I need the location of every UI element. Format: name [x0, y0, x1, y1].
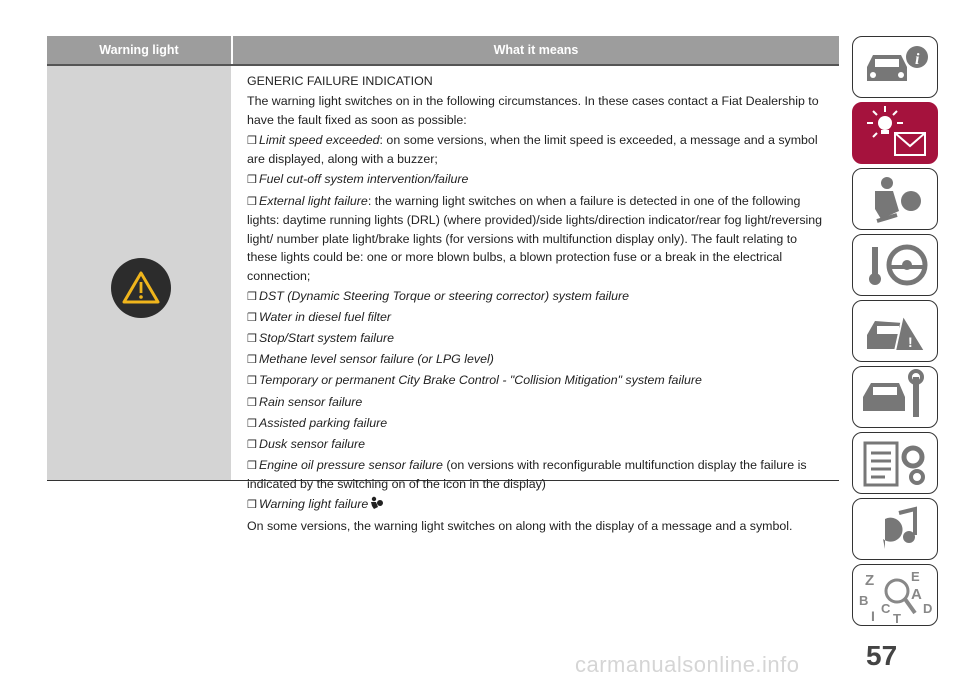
multimedia-music-icon [853, 499, 938, 560]
svg-text:A: A [911, 586, 922, 603]
alphabetical-index-icon [853, 565, 938, 626]
list-item: ❒ Dusk sensor failure [247, 436, 366, 451]
list-item: ❒ Fuel cut-off system intervention/failure [247, 172, 469, 187]
tab-technical-specs[interactable] [852, 432, 938, 494]
failure-title: GENERIC FAILURE INDICATION [247, 74, 433, 88]
header-what-it-means: What it means [231, 36, 839, 64]
page-number: 57 [866, 640, 898, 671]
header-warning-light: Warning light [99, 43, 179, 57]
list-item: ❒ Assisted parking failure [247, 415, 388, 430]
warning-lights-message-icon [853, 103, 938, 164]
crash-emergency-icon [853, 301, 938, 362]
tab-starting-driving[interactable] [852, 234, 938, 296]
list-item: ❒ Limit speed exceeded: on some versions, when the limit speed is exceeded, a message and a symbol are displayed, along with a buzzer; [247, 132, 818, 167]
tab-safety[interactable] [852, 168, 938, 230]
watermark: carmanualsonline.info [575, 652, 800, 677]
closing-text: On some versions, the warning light switches on along with the display of a message and a symbol. [247, 518, 793, 533]
table-header [47, 36, 839, 64]
list-item: ❒ External light failure: the warning light switches on when a failure is detected in one of the following lights: daytime running lights (DRL) (where provided)/side lights/direction indicator/rear fog light/reversing light/ number plate light/brake lights (for versions with multifunction display only). The fault relating to these lights could be: one or more blown bulbs, a blown protection fuse or a break in the electrical connection; [247, 193, 823, 283]
intro-text: The warning light switches on in the following circumstances. In these cases contact a Fiat Dealership to have the fault fixed as soon as possible: [247, 94, 819, 127]
svg-text:I: I [871, 608, 875, 624]
list-item: ❒ Rain sensor failure [247, 394, 363, 409]
svg-text:!: ! [908, 334, 913, 350]
svg-text:Z: Z [865, 572, 875, 589]
tab-emergency[interactable] [852, 300, 938, 362]
svg-text:E: E [911, 569, 920, 584]
tab-index[interactable] [852, 564, 938, 626]
warning-light-cell [47, 66, 231, 480]
svg-text:B: B [859, 593, 869, 608]
car-info-icon [853, 37, 938, 98]
list-item: ❒ Stop/Start system failure [247, 331, 394, 346]
list-item: ❒ Engine oil pressure sensor failure (on versions with reconfigurable multifunction display the failure is indicated by the switching on of the icon in the display) [247, 457, 807, 492]
tab-multimedia[interactable] [852, 498, 938, 560]
seat-airbag-icon [853, 169, 938, 230]
meaning-cell [231, 66, 839, 533]
airbag-person-icon [368, 497, 384, 511]
list-item: ❒ Warning light failure [247, 495, 829, 515]
tab-warning-lights[interactable] [852, 102, 938, 164]
car-maintenance-wrench-icon [853, 367, 938, 428]
tab-maintenance[interactable] [852, 366, 938, 428]
list-item: ❒ Methane level sensor failure (or LPG level) [247, 352, 494, 367]
warning-triangle-icon [111, 258, 171, 318]
svg-text:D: D [923, 601, 933, 616]
key-steering-wheel-icon [853, 235, 938, 296]
svg-text:T: T [893, 611, 901, 626]
list-item: ❒ Water in diesel fuel filter [247, 310, 391, 325]
table-row [47, 66, 839, 533]
svg-text:C: C [881, 601, 891, 616]
list-item: ❒ DST (Dynamic Steering Torque or steering corrector) system failure [247, 289, 630, 304]
tab-car-info[interactable] [852, 36, 938, 98]
warning-light-table [47, 36, 839, 533]
list-item: ❒ Temporary or permanent City Brake Control - "Collision Mitigation" system failure [247, 373, 702, 388]
spec-list-gear-icon [853, 433, 938, 494]
svg-text:i: i [915, 51, 920, 68]
